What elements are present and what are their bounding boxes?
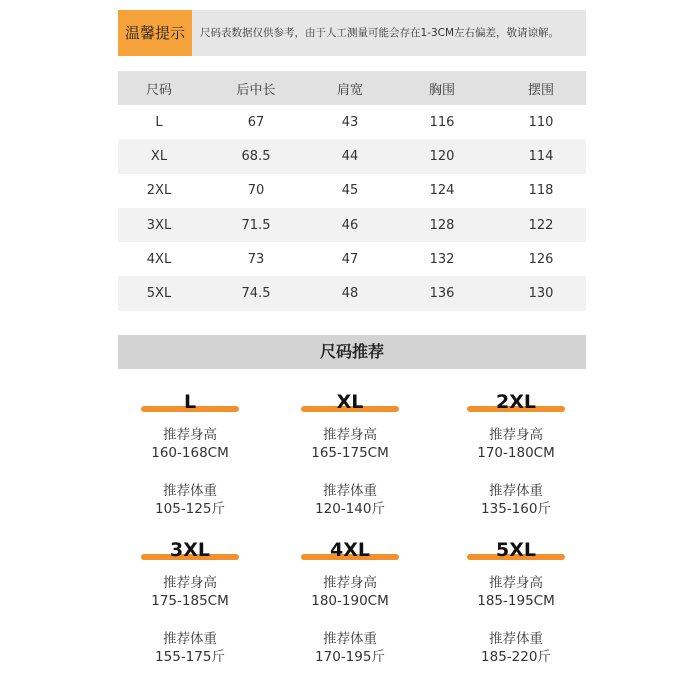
table-cell: 116 — [429, 114, 455, 130]
table-cell: 114 — [528, 148, 554, 164]
table-cell: 74.5 — [241, 286, 271, 302]
height-value: 180-190CM — [311, 593, 389, 609]
table-cell: 118 — [528, 183, 554, 199]
weight-value: 170-195斤 — [315, 649, 385, 665]
table-cell: 132 — [429, 251, 455, 267]
size-badge — [280, 538, 420, 564]
height-label: 推荐身高 — [489, 575, 543, 591]
size-card — [446, 390, 586, 518]
size-badge — [120, 538, 260, 564]
height-value: 165-175CM — [311, 445, 389, 461]
table-cell: 70 — [247, 183, 265, 199]
table-cell: 110 — [528, 114, 554, 130]
table-cell: 43 — [341, 114, 359, 130]
height-label: 推荐身高 — [323, 427, 377, 443]
table-cell: 67 — [247, 114, 265, 130]
column-header: 后中长 — [236, 82, 276, 98]
weight-value: 185-220斤 — [481, 649, 551, 665]
table-cell: 46 — [341, 217, 359, 233]
size-badge — [280, 390, 420, 416]
size-badge — [120, 390, 260, 416]
column-header: 胸围 — [428, 82, 455, 98]
weight-label: 推荐体重 — [163, 631, 217, 647]
table-row — [118, 105, 586, 139]
size-label: 4XL — [330, 539, 370, 561]
notice-banner — [118, 10, 586, 56]
size-badge — [446, 538, 586, 564]
weight-label: 推荐体重 — [323, 483, 377, 499]
size-card — [280, 538, 420, 666]
table-cell: 122 — [528, 217, 554, 233]
table-cell: L — [155, 114, 163, 130]
weight-value: 135-160斤 — [481, 501, 551, 517]
height-label: 推荐身高 — [323, 575, 377, 591]
table-cell: 128 — [429, 217, 455, 233]
height-label: 推荐身高 — [163, 575, 217, 591]
table-cell: 5XL — [146, 286, 172, 302]
table-cell: 73 — [247, 251, 265, 267]
table-cell: XL — [150, 148, 168, 164]
size-card — [280, 390, 420, 518]
size-label: L — [183, 391, 197, 413]
table-cell: 124 — [429, 183, 455, 199]
table-row — [118, 242, 586, 276]
weight-label: 推荐体重 — [489, 483, 543, 499]
size-label: XL — [336, 391, 364, 413]
size-label: 5XL — [496, 539, 536, 561]
height-label: 推荐身高 — [163, 427, 217, 443]
column-header: 肩宽 — [336, 82, 363, 98]
size-label: 3XL — [170, 539, 210, 561]
table-cell: 2XL — [146, 183, 172, 199]
table-cell: 71.5 — [241, 217, 271, 233]
table-cell: 48 — [341, 286, 359, 302]
height-value: 170-180CM — [477, 445, 555, 461]
table-cell: 136 — [429, 286, 455, 302]
column-header: 尺码 — [145, 82, 172, 98]
table-cell: 130 — [528, 286, 554, 302]
column-header: 摆围 — [527, 82, 554, 98]
table-cell: 44 — [341, 148, 359, 164]
table-cell: 126 — [528, 251, 554, 267]
table-row — [118, 174, 586, 208]
height-value: 175-185CM — [151, 593, 229, 609]
notice-text: 尺码表数据仅供参考，由于人工测量可能会存在1-3CM左右偏差，敬请谅解。 — [192, 10, 586, 56]
height-value: 185-195CM — [477, 593, 555, 609]
size-label: 2XL — [496, 391, 536, 413]
size-badge — [446, 390, 586, 416]
height-value: 160-168CM — [151, 445, 229, 461]
weight-value: 155-175斤 — [155, 649, 225, 665]
table-row — [118, 276, 586, 310]
notice-tag: 温馨提示 — [118, 10, 192, 56]
table-header-row — [118, 71, 586, 105]
size-table — [118, 71, 586, 311]
table-cell: 120 — [429, 148, 455, 164]
table-cell: 45 — [341, 183, 359, 199]
weight-value: 120-140斤 — [315, 501, 385, 517]
table-cell: 47 — [341, 251, 359, 267]
table-cell: 68.5 — [241, 148, 271, 164]
size-card — [120, 538, 260, 666]
weight-label: 推荐体重 — [323, 631, 377, 647]
table-cell: 3XL — [146, 217, 172, 233]
table-cell: 4XL — [146, 251, 172, 267]
weight-value: 105-125斤 — [155, 501, 225, 517]
weight-label: 推荐体重 — [163, 483, 217, 499]
height-label: 推荐身高 — [489, 427, 543, 443]
table-row — [118, 208, 586, 242]
recommend-title: 尺码推荐 — [118, 335, 586, 369]
weight-label: 推荐体重 — [489, 631, 543, 647]
table-row — [118, 139, 586, 173]
size-card — [446, 538, 586, 666]
size-card — [120, 390, 260, 518]
